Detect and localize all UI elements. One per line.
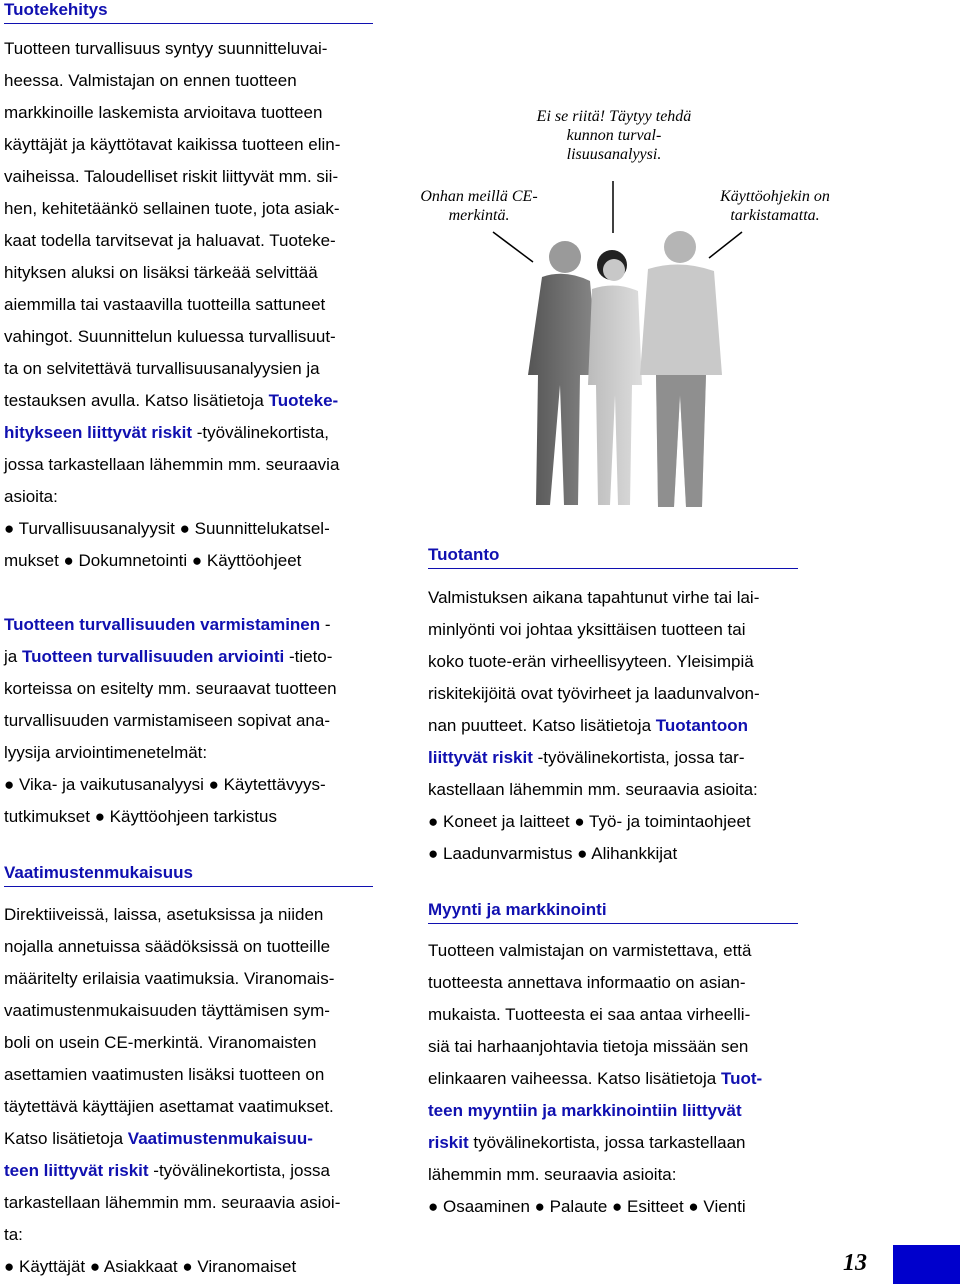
bullet-list-line: ● Osaaminen ● Palaute ● Esitteet ● Vienti	[428, 1197, 746, 1216]
text-line: markkinoille laskemista arvioitava tuotteen	[4, 103, 323, 122]
link-vaatimustenmukaisuus-riskit[interactable]: Vaatimustenmukaisuu-	[127, 1129, 313, 1148]
link-tuotekehitys-riskit-cont[interactable]: hitykseen liittyvät riskit	[4, 423, 193, 442]
text-line: minlyönti voi johtaa yksittäisen tuotteen tai	[428, 620, 746, 639]
text-line: asioita:	[4, 487, 58, 506]
text-line: Valmistuksen aikana tapahtunut virhe tai lai-	[428, 588, 760, 607]
text-line: käyttäjät ja käyttötavat kaikissa tuotteen elin-	[4, 135, 341, 154]
person-left	[528, 241, 598, 505]
text-line	[4, 609, 384, 641]
link-tuotekehitys-riskit[interactable]: Tuoteke-	[268, 391, 339, 410]
text-line: vaatimustenmukaisuuden täyttämisen sym-	[4, 1001, 330, 1020]
text-line	[428, 1127, 808, 1159]
person-middle	[588, 250, 642, 505]
text-line: Direktiiveissä, laissa, asetuksissa ja niiden	[4, 905, 324, 924]
heading-myynti: Myynti ja markkinointi	[428, 900, 798, 924]
text-line: heessa. Valmistajan on ennen tuotteen	[4, 71, 297, 90]
bullet-list-line: tutkimukset ● Käyttöohjeen tarkistus	[4, 807, 277, 826]
people-photo	[520, 225, 770, 510]
text-line	[428, 1095, 808, 1127]
link-vaatimustenmukaisuus-riskit-cont[interactable]: teen liittyvät riskit	[4, 1161, 149, 1180]
paragraph-tuotanto	[428, 582, 808, 870]
text-line: määritelty erilaisia vaatimuksia. Viranomais-	[4, 969, 335, 988]
text-line: Tuotteen valmistajan on varmistettava, että	[428, 941, 752, 960]
bullet-list-line: ● Vika- ja vaikutusanalyysi ● Käytettävyys-	[4, 775, 326, 794]
text-line: Tuotteen turvallisuus syntyy suunnitteluvai-	[4, 39, 328, 58]
text-line: ta:	[4, 1225, 23, 1244]
text-line: kaat todella tarvitsevat ja haluavat. Tuoteke-	[4, 231, 336, 250]
text-line: siä tai harhaanjohtavia tietoja missään sen	[428, 1037, 749, 1056]
speech-caption-ce: Onhan meillä CE-merkintä.	[420, 188, 538, 224]
text-line: jossa tarkastellaan lähemmin mm. seuraavia	[4, 455, 340, 474]
text-segment: -	[320, 615, 331, 634]
link-turvallisuuden-varmistaminen[interactable]: Tuotteen turvallisuuden varmistaminen	[4, 615, 321, 634]
paragraph-myynti	[428, 935, 808, 1223]
page-number-box	[893, 1245, 960, 1284]
person-right	[640, 231, 722, 507]
text-segment: Katso lisätietoja	[4, 1129, 128, 1148]
text-line: asettamien vaatimusten lisäksi tuotteen on	[4, 1065, 325, 1084]
bullet-list-line: ● Laadunvarmistus ● Alihankkijat	[428, 844, 678, 863]
bullet-list-line: mukset ● Dokumnetointi ● Käyttöohjeet	[4, 551, 302, 570]
text-segment: -työvälinekortista, jossa	[148, 1161, 330, 1180]
text-line: koko tuote-erän virheellisyyteen. Yleisimpiä	[428, 652, 754, 671]
text-line	[428, 710, 808, 742]
bullet-list-line: ● Koneet ja laitteet ● Työ- ja toimintaohjeet	[428, 812, 751, 831]
paragraph-vaatimustenmukaisuus	[4, 899, 384, 1283]
text-line: riskitekijöitä ovat työvirheet ja laadunvalvon-	[428, 684, 760, 703]
text-line: mukaista. Tuotteesta ei saa antaa virheelli-	[428, 1005, 751, 1024]
speech-pointer-lines	[0, 0, 960, 520]
heading-tuotekehitys: Tuotekehitys	[4, 0, 373, 24]
text-line: lyysija arviointimenetelmät:	[4, 743, 208, 762]
text-line: aiemmilla tai vastaavilla tuotteilla sattuneet	[4, 295, 326, 314]
text-line: ta on selvitettävä turvallisuusanalyysien ja	[4, 359, 320, 378]
text-line: korteissa on esitelty mm. seuraavat tuotteen	[4, 679, 337, 698]
text-line	[4, 641, 384, 673]
text-line: tarkastellaan lähemmin mm. seuraavia asioi-	[4, 1193, 341, 1212]
text-segment: nan puutteet. Katso lisätietoja	[428, 716, 656, 735]
paragraph-varmistaminen	[4, 609, 384, 833]
bullet-list-line: ● Käyttäjät ● Asiakkaat ● Viranomaiset	[4, 1257, 297, 1276]
bullet-list-line: ● Turvallisuusanalyysit ● Suunnittelukatsel-	[4, 519, 330, 538]
text-line	[428, 1063, 808, 1095]
link-tuotanto-riskit[interactable]: Tuotantoon	[655, 716, 748, 735]
text-segment: -työvälinekortista,	[192, 423, 330, 442]
text-segment: testauksen avulla. Katso lisätietoja	[4, 391, 269, 410]
text-line: turvallisuuden varmistamiseen sopivat ana-	[4, 711, 330, 730]
text-segment: -tieto-	[284, 647, 333, 666]
speech-caption-ohje: Käyttöohjekin on tarkistamatta.	[720, 188, 830, 224]
link-myynti-riskit-cont[interactable]: teen myyntiin ja markkinointiin liittyvät	[428, 1101, 742, 1120]
link-myynti-riskit[interactable]: Tuot-	[720, 1069, 763, 1088]
speech-caption-analyysi: Ei se riitä! Täytyy tehdä kunnon turval- lisuusanalyysi.	[536, 108, 692, 163]
text-segment: elinkaaren vaiheessa. Katso lisätietoja	[428, 1069, 721, 1088]
heading-vaatimustenmukaisuus: Vaatimustenmukaisuus	[4, 863, 373, 887]
text-line: lähemmin mm. seuraavia asioita:	[428, 1165, 677, 1184]
text-line: boli on usein CE-merkintä. Viranomaisten	[4, 1033, 317, 1052]
text-line: täytettävä käyttäjien asettamat vaatimukset.	[4, 1097, 334, 1116]
text-segment: -työvälinekortista, jossa tar-	[532, 748, 745, 767]
text-line: vaiheissa. Taloudelliset riskit liittyvät mm. sii-	[4, 167, 339, 186]
heading-tuotanto: Tuotanto	[428, 545, 798, 569]
text-segment: ja	[4, 647, 22, 666]
page-number: 13	[843, 1250, 867, 1276]
text-line	[428, 742, 808, 774]
text-line: hityksen aluksi on lisäksi tärkeää selvittää	[4, 263, 318, 282]
text-line	[4, 1155, 384, 1187]
link-tuotanto-riskit-cont[interactable]: liittyvät riskit	[428, 748, 533, 767]
text-line: vahingot. Suunnittelun kuluessa turvallisuut-	[4, 327, 336, 346]
text-segment: työvälinekortista, jossa tarkastellaan	[468, 1133, 746, 1152]
link-turvallisuuden-arviointi[interactable]: Tuotteen turvallisuuden arviointi	[21, 647, 285, 666]
text-line	[4, 1123, 384, 1155]
text-line: kastellaan lähemmin mm. seuraavia asioita:	[428, 780, 758, 799]
text-line: hen, kehitetäänkö sellainen tuote, jota asiak-	[4, 199, 340, 218]
text-line: tuotteesta annettava informaatio on asian-	[428, 973, 746, 992]
link-myynti-riskit-end[interactable]: riskit	[428, 1133, 469, 1152]
text-line: nojalla annetuissa säädöksissä on tuotteille	[4, 937, 331, 956]
